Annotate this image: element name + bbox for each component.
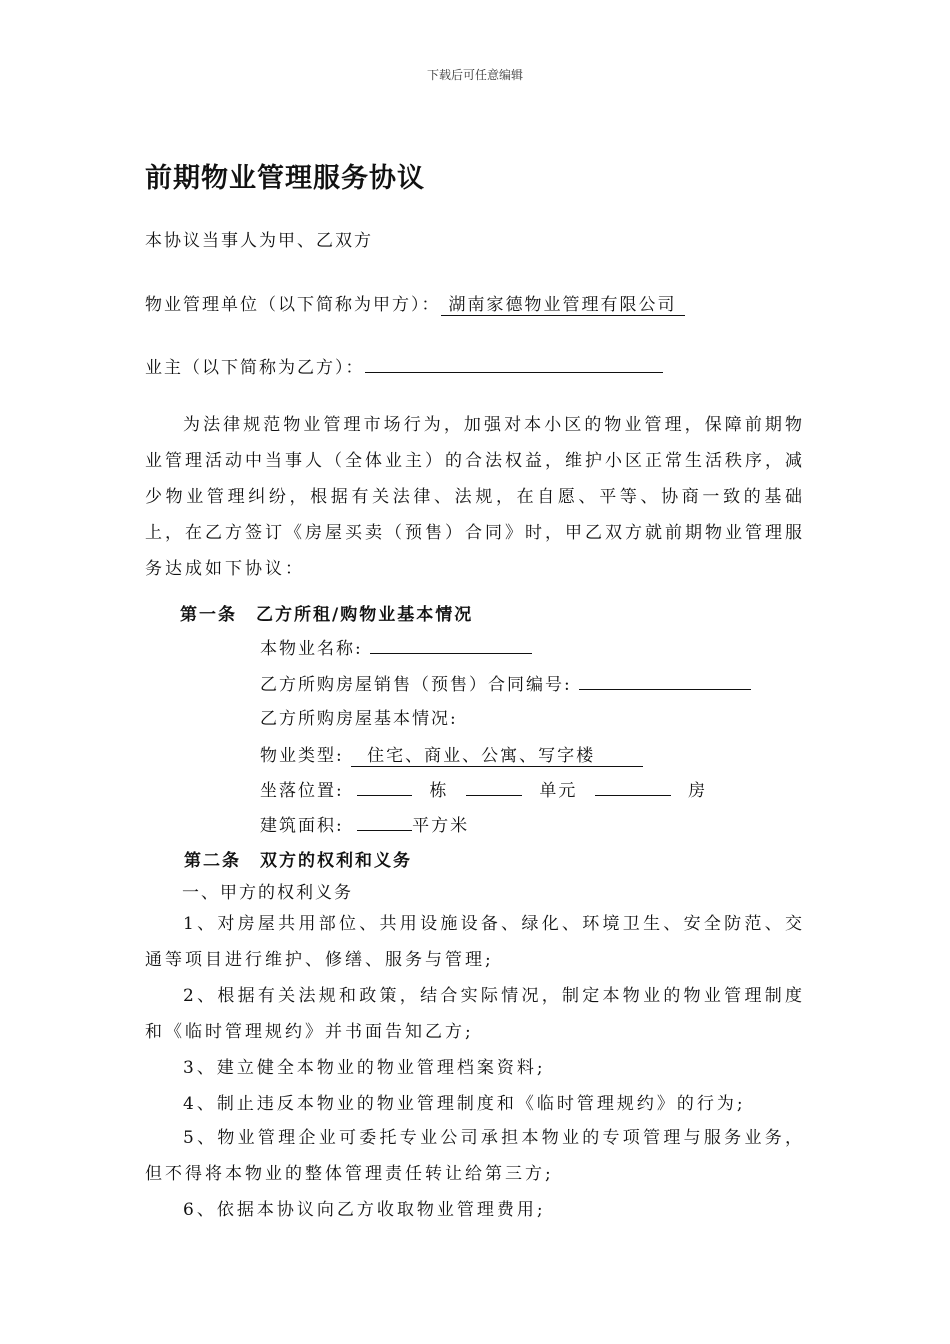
list-item: 2、根据有关法规和政策，结合实际情况，制定本物业的物业管理制度和《临时管理规约》并书面告知乙方; bbox=[145, 986, 805, 1042]
party-b-line bbox=[145, 353, 663, 378]
building-unit: 栋 bbox=[429, 781, 449, 801]
list-item: 1、对房屋共用部位、共用设施设备、绿化、环境卫生、安全防范、交通等项目进行维护、修缮、服务与管理; bbox=[145, 914, 805, 970]
area-unit: 平方米 bbox=[412, 816, 470, 836]
list-item: 5、物业管理企业可委托专业公司承担本物业的专项管理与服务业务，但不得将本物业的整体管理责任转让给第三方; bbox=[145, 1128, 805, 1184]
article-2-subtitle: 一、甲方的权利义务 bbox=[182, 883, 353, 903]
article-1-title: 第一条 乙方所租/购物业基本情况 bbox=[180, 605, 474, 625]
area-label: 建筑面积: bbox=[260, 816, 344, 836]
property-name-line bbox=[260, 634, 532, 659]
article-2-title: 第二条 双方的权利和义务 bbox=[184, 851, 412, 871]
party-a-line bbox=[145, 290, 685, 316]
property-type-line bbox=[260, 741, 643, 767]
preamble-paragraph: 为法律规范物业管理市场行为，加强对本小区的物业管理，保障前期物业管理活动中当事人（全体业主）的合法权益，维护小区正常生活秩序，减少物业管理纠纷，根据有关法律、法规，在自愿、平等、协商一致的基础上，在乙方签订《房屋买卖（预售）合同》时，甲乙双方就前期物业管理服务达成如下协议： bbox=[145, 415, 805, 579]
document-title: 前期物业管理服务协议 bbox=[145, 163, 425, 194]
list-item: 4、制止违反本物业的物业管理制度和《临时管理规约》的行为; bbox=[183, 1094, 746, 1114]
party-b-blank bbox=[365, 372, 663, 373]
contract-no-label: 乙方所购房屋销售（预售）合同编号: bbox=[260, 675, 572, 695]
unit-unit: 单元 bbox=[539, 781, 578, 801]
party-a-value: 湖南家德物业管理有限公司 bbox=[441, 295, 685, 316]
room-blank bbox=[595, 795, 671, 796]
location-line bbox=[260, 776, 707, 801]
room-unit: 房 bbox=[688, 781, 708, 801]
property-type-value: 住宅、商业、公寓、写字楼 bbox=[351, 746, 643, 767]
property-name-blank bbox=[370, 653, 532, 654]
contract-no-line bbox=[260, 670, 751, 695]
unit-blank bbox=[466, 795, 522, 796]
area-line bbox=[260, 811, 469, 836]
page-header: 下载后可任意编辑 bbox=[426, 68, 523, 82]
area-blank bbox=[357, 830, 412, 831]
location-label: 坐落位置: bbox=[260, 781, 344, 801]
party-a-label: 物业管理单位（以下简称为甲方）： bbox=[145, 295, 441, 315]
contract-no-blank bbox=[579, 689, 751, 690]
parties-intro: 本协议当事人为甲、乙双方 bbox=[145, 231, 373, 251]
list-item: 6、依据本协议向乙方收取物业管理费用; bbox=[183, 1200, 546, 1220]
property-type-label: 物业类型: bbox=[260, 746, 344, 766]
property-name-label: 本物业名称: bbox=[260, 639, 363, 659]
list-item: 3、建立健全本物业的物业管理档案资料; bbox=[183, 1058, 546, 1078]
basic-info-label: 乙方所购房屋基本情况: bbox=[260, 709, 458, 729]
building-blank bbox=[357, 795, 412, 796]
party-b-label: 业主（以下简称为乙方）： bbox=[145, 358, 365, 378]
